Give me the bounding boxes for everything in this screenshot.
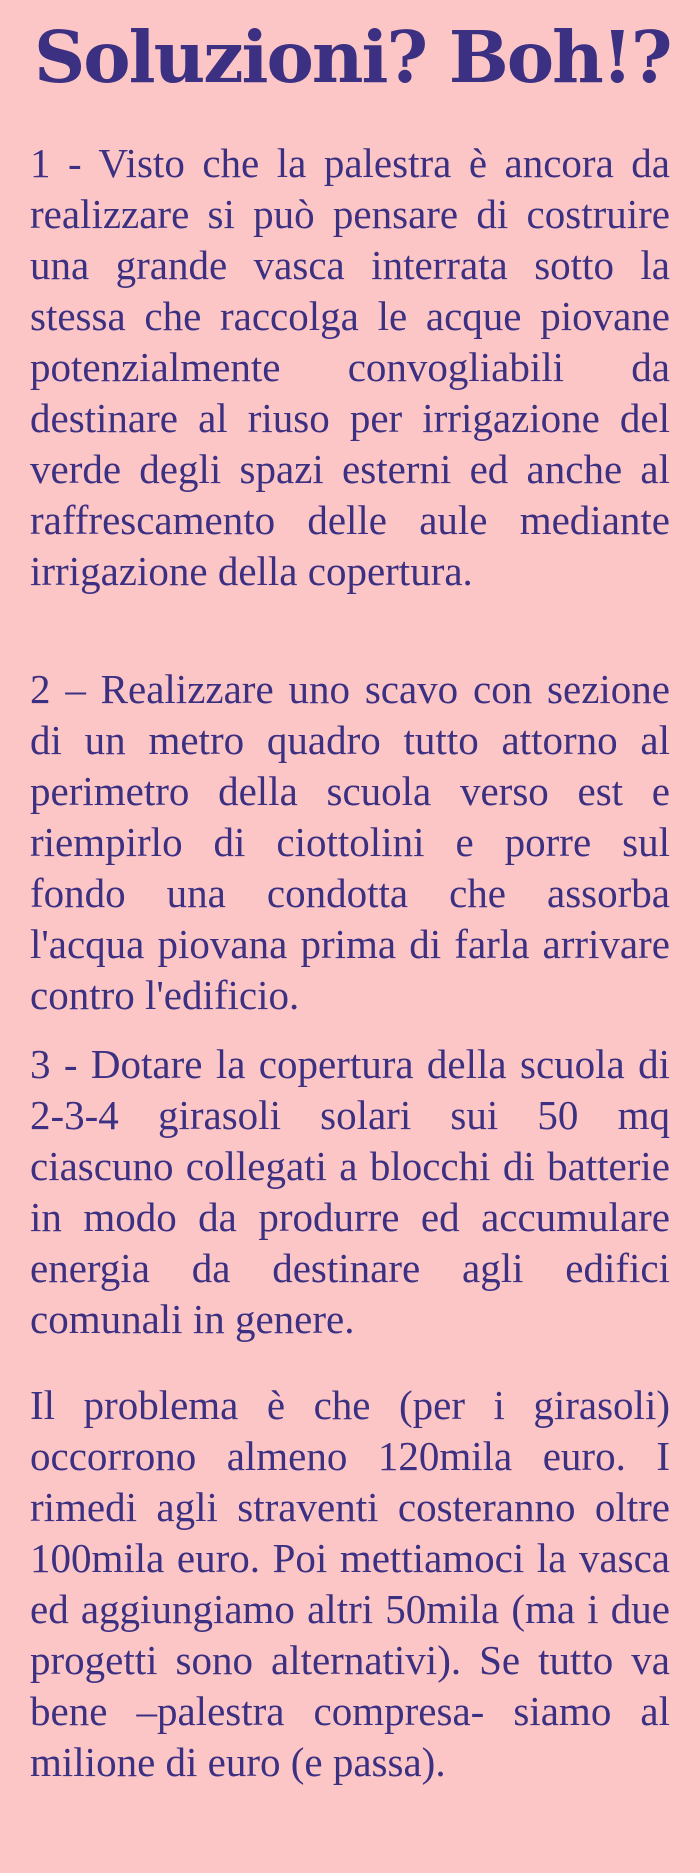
paragraph-solution-2: 2 – Realizzare uno scavo con sezione di un metro quadro tutto attorno al perimetro della scuola verso est e riempirlo di ciottolini e porre sul fondo una condotta che assorba l'acqua piovana prima di farla arrivare contro l'edificio. xyxy=(30,666,670,1018)
paragraph-cost-summary: Il problema è che (per i girasoli) occorrono almeno 120mila euro. I rimedi agli straventi costeranno oltre 100mila euro. Poi mettiamoci la vasca ed aggiungiamo altri 50mila (ma i due progetti sono alternativi). Se tutto va bene –palestra compresa- siamo al milione di euro (e passa). xyxy=(30,1382,670,1785)
article-title: Soluzioni? Boh!? xyxy=(34,15,671,99)
paragraph-solution-1: 1 - Visto che la palestra è ancora da realizzare si può pensare di costruire una grande vasca interrata sotto la stessa che raccolga le acque piovane potenzialmente convogliabili da destinare al riuso per irrigazione del verde degli spazi esterni ed anche al raffrescamento delle aule mediante irrigazione della copertura. xyxy=(30,140,670,594)
paragraph-solution-3: 3 - Dotare la copertura della scuola di 2-3-4 girasoli solari sui 50 mq ciascuno collegati a blocchi di batterie in modo da produrre ed accumulare energia da destinare agli edifici comunali in genere. xyxy=(30,1041,670,1342)
